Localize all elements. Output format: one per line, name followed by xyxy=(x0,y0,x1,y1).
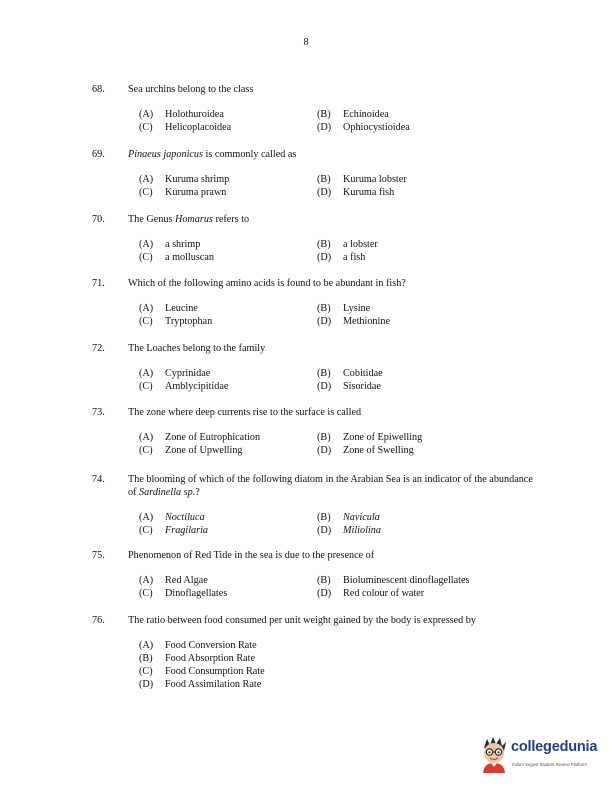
option-label: (C) xyxy=(139,445,153,456)
option-text: Bioluminescent dinoflagellates xyxy=(343,575,470,586)
question-number: 68. xyxy=(92,84,105,95)
option-label: (D) xyxy=(317,122,332,133)
option-b xyxy=(317,431,422,444)
page-number: 8 xyxy=(303,37,309,48)
option-label: (D) xyxy=(317,381,332,392)
option-text: a molluscan xyxy=(165,252,214,263)
option-c xyxy=(139,665,265,678)
option-label: (A) xyxy=(139,303,154,314)
option-d xyxy=(317,121,410,134)
question-text-part: ? xyxy=(195,487,200,498)
option-d xyxy=(139,678,261,691)
option-label: (B) xyxy=(317,512,331,523)
option-d xyxy=(317,524,381,537)
option-label: (D) xyxy=(139,679,154,690)
question-text-part: Sea urchins belong to the class xyxy=(128,84,254,95)
option-label: (D) xyxy=(317,316,332,327)
option-text: Methionine xyxy=(343,316,390,327)
option-c xyxy=(139,121,231,134)
option-d xyxy=(317,315,390,328)
question-number: 73. xyxy=(92,407,105,418)
question-text-part: is commonly called as xyxy=(202,149,297,160)
option-c xyxy=(139,444,243,457)
option-text: Kuruma fish xyxy=(343,187,395,198)
option-text: Red Algae xyxy=(165,575,208,586)
option-c xyxy=(139,315,212,328)
question-number: 72. xyxy=(92,343,105,354)
option-text: Kuruma shrimp xyxy=(165,174,230,185)
option-b xyxy=(317,302,370,315)
option-label: (B) xyxy=(317,368,331,379)
option-c xyxy=(139,251,214,264)
option-text: Tryptophan xyxy=(165,316,213,327)
logo-wordmark: collegedunia xyxy=(511,739,598,755)
option-b xyxy=(317,173,407,186)
option-label: (C) xyxy=(139,316,153,327)
collegedunia-logo xyxy=(478,736,606,776)
option-text: Zone of Swelling xyxy=(343,445,414,456)
option-d xyxy=(317,444,414,457)
question-number: 76. xyxy=(92,615,105,626)
question-text-part: Pinaeus japonicus xyxy=(128,149,203,160)
question-text-part: Homarus xyxy=(174,214,213,225)
question-text xyxy=(128,549,540,562)
option-text: Helicoplacoidea xyxy=(165,122,232,133)
question-text-part: The zone where deep currents rise to the surface is called xyxy=(128,407,362,418)
option-text: a fish xyxy=(343,252,366,263)
option-text: Kuruma lobster xyxy=(343,174,407,185)
option-b xyxy=(317,367,383,380)
option-label: (A) xyxy=(139,109,154,120)
question-number: 74. xyxy=(92,474,105,485)
option-label: (B) xyxy=(317,432,331,443)
question-number: 70. xyxy=(92,214,105,225)
option-a xyxy=(139,639,257,652)
option-label: (D) xyxy=(317,445,332,456)
option-label: (D) xyxy=(317,588,332,599)
option-b xyxy=(317,511,380,524)
option-label: (C) xyxy=(139,666,153,677)
mascot-icon xyxy=(478,736,510,774)
option-label: (A) xyxy=(139,640,154,651)
option-label: (B) xyxy=(317,575,331,586)
option-text: Leucine xyxy=(165,303,198,314)
question-text-part: The ratio between food consumed per unit weight gained by the body is expressed by xyxy=(128,615,476,626)
option-text: a lobster xyxy=(343,239,378,250)
question-text xyxy=(128,213,540,226)
option-label: (A) xyxy=(139,368,154,379)
option-text: Echinoidea xyxy=(343,109,389,120)
option-text: Amblycipitidae xyxy=(165,381,229,392)
option-c xyxy=(139,524,208,537)
question-number: 75. xyxy=(92,550,105,561)
option-label: (C) xyxy=(139,381,153,392)
option-text: a shrimp xyxy=(165,239,201,250)
option-c xyxy=(139,380,228,393)
option-b xyxy=(317,574,469,587)
option-a xyxy=(139,367,210,380)
question-text-part: refers to xyxy=(212,214,250,225)
option-text: Food Absorption Rate xyxy=(165,653,255,664)
option-a xyxy=(139,108,224,121)
option-label: (D) xyxy=(317,187,332,198)
option-text: Zone of Upwelling xyxy=(165,445,243,456)
option-a xyxy=(139,302,198,315)
option-text: Noctiluca xyxy=(165,512,205,523)
option-text: Navicula xyxy=(343,512,380,523)
option-text: Food Assimilation Rate xyxy=(165,679,262,690)
option-text: Kuruma prawn xyxy=(165,187,227,198)
option-text: Holothuroidea xyxy=(165,109,224,120)
option-label: (A) xyxy=(139,174,154,185)
option-text: Lysine xyxy=(343,303,371,314)
option-text: Sisoridae xyxy=(343,381,381,392)
option-label: (C) xyxy=(139,122,153,133)
option-label: (C) xyxy=(139,588,153,599)
question-text-part: The Genus xyxy=(128,214,175,225)
option-label: (A) xyxy=(139,575,154,586)
question-text-part: The Loaches belong to the family xyxy=(128,343,266,354)
question-text-part: The blooming of which of the following diatom in the Arabian Sea is an indicator of the abundance of xyxy=(128,474,533,498)
option-text: Miliolina xyxy=(343,525,381,536)
question-number: 69. xyxy=(92,149,105,160)
option-b xyxy=(317,108,389,121)
question-text xyxy=(128,473,540,499)
question-text xyxy=(128,277,540,290)
option-b xyxy=(317,238,378,251)
option-label: (A) xyxy=(139,239,154,250)
option-a xyxy=(139,431,260,444)
question-text xyxy=(128,148,540,161)
option-label: (B) xyxy=(317,239,331,250)
option-label: (C) xyxy=(139,252,153,263)
question-number: 71. xyxy=(92,278,105,289)
option-label: (B) xyxy=(317,109,331,120)
option-b xyxy=(139,652,255,665)
question-text xyxy=(128,406,540,419)
question-text xyxy=(128,614,540,627)
logo-tagline: India's largest Student Review Platform xyxy=(512,762,587,767)
option-text: Food Conversion Rate xyxy=(165,640,257,651)
option-d xyxy=(317,380,381,393)
option-d xyxy=(317,251,365,264)
option-c xyxy=(139,186,226,199)
option-label: (C) xyxy=(139,525,153,536)
option-text: Ophiocystioidea xyxy=(343,122,410,133)
question-text xyxy=(128,83,540,96)
option-text: Zone of Epiwelling xyxy=(343,432,423,443)
option-text: Fragilaria xyxy=(165,525,209,536)
option-text: Cyprinidae xyxy=(165,368,211,379)
option-label: (A) xyxy=(139,432,154,443)
option-text: Cobitidae xyxy=(343,368,383,379)
option-a xyxy=(139,574,208,587)
question-text-part: Sardinella sp. xyxy=(139,487,196,498)
option-text: Dinoflagellates xyxy=(165,588,228,599)
question-text xyxy=(128,342,540,355)
option-c xyxy=(139,587,227,600)
option-a xyxy=(139,238,200,251)
option-d xyxy=(317,587,424,600)
option-text: Red colour of water xyxy=(343,588,425,599)
option-d xyxy=(317,186,394,199)
option-text: Zone of Eutrophication xyxy=(165,432,261,443)
option-a xyxy=(139,173,229,186)
option-label: (B) xyxy=(317,303,331,314)
option-label: (B) xyxy=(317,174,331,185)
option-a xyxy=(139,511,205,524)
option-label: (C) xyxy=(139,187,153,198)
option-label: (B) xyxy=(139,653,153,664)
option-label: (D) xyxy=(317,525,332,536)
question-text-part: Phenomenon of Red Tide in the sea is due to the presence of xyxy=(128,550,375,561)
question-text-part: Which of the following amino acids is found to be abundant in fish? xyxy=(128,278,406,289)
option-label: (A) xyxy=(139,512,154,523)
option-label: (D) xyxy=(317,252,332,263)
option-text: Food Consumption Rate xyxy=(165,666,265,677)
